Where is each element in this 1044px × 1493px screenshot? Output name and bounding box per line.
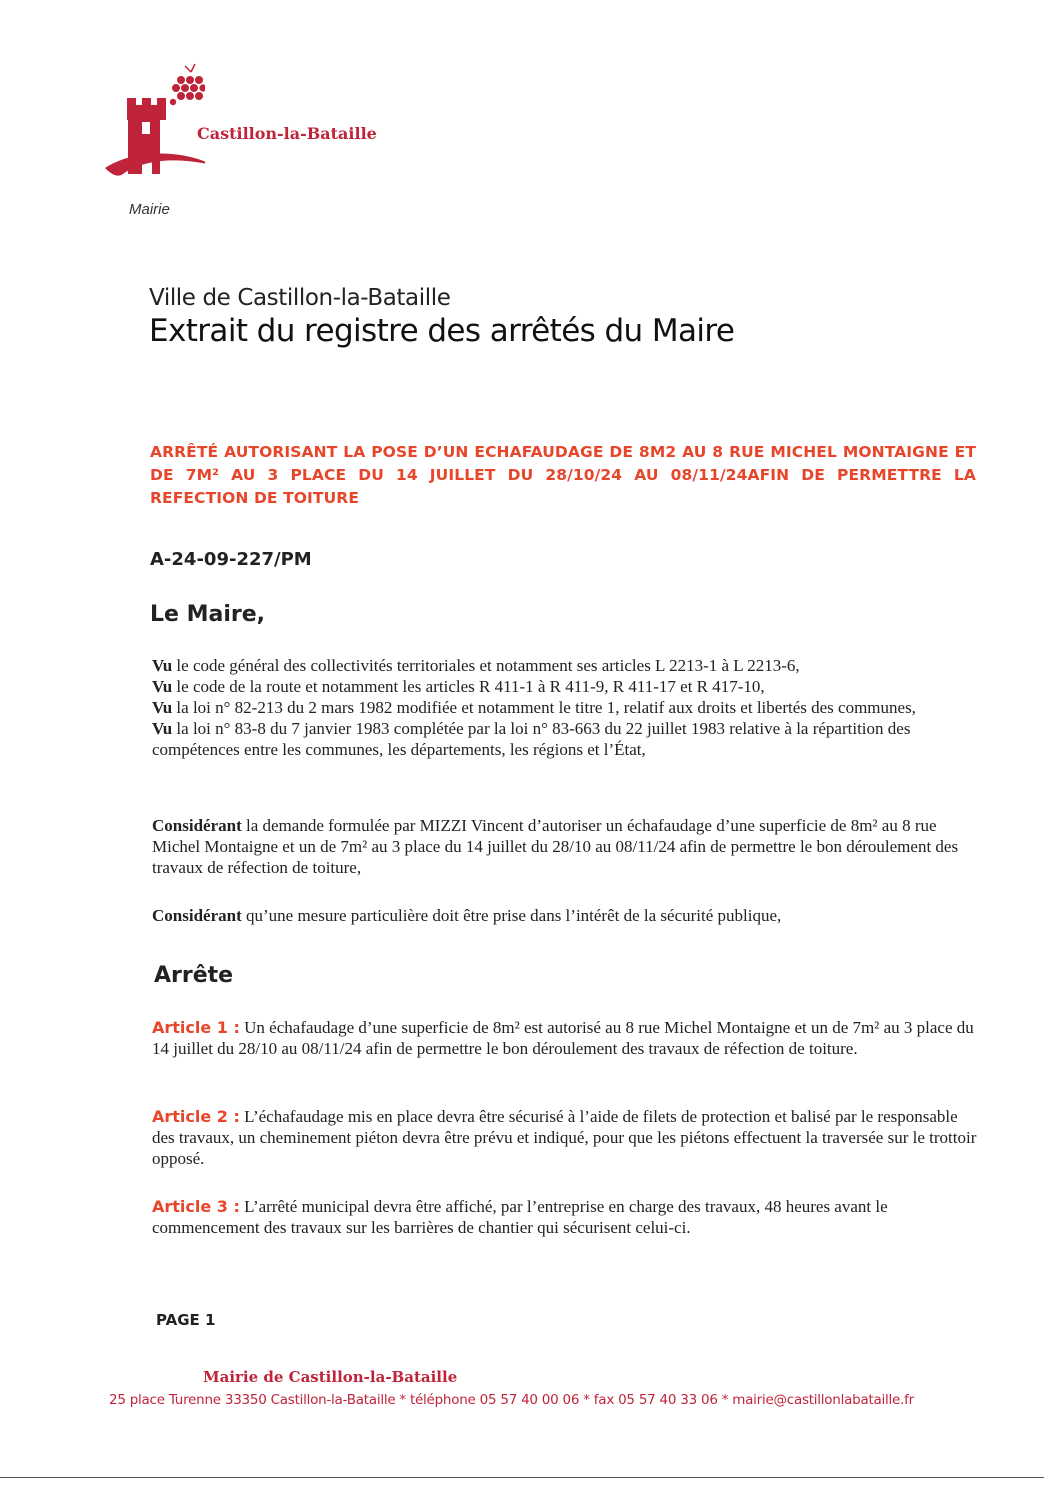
mairie-logo <box>105 62 425 222</box>
footer-address: 25 place Turenne 33350 Castillon-la-Bataille * téléphone 05 57 40 00 06 * fax 05 57 40 33 06 * mairie@castillonlabataille.fr <box>109 1392 914 1408</box>
logo-town-name: Castillon-la-Bataille <box>197 124 377 143</box>
visa-keyword: Vu <box>152 698 173 717</box>
logo-mairie-label: Mairie <box>129 201 170 218</box>
visa-keyword: Vu <box>152 677 173 696</box>
le-maire-heading: Le Maire, <box>150 602 266 627</box>
visa-text: la loi n° 83-8 du 7 janvier 1983 complétée par la loi n° 83-663 du 22 juillet 1983 relative à la répartition des compétences entre les communes, les départements, les régions et l’État, <box>152 719 911 759</box>
considerant-text: qu’une mesure particulière doit être prise dans l’intérêt de la sécurité publique, <box>241 906 782 925</box>
arrete-heading: ARRÊTÉ AUTORISANT LA POSE D’UN ECHAFAUDAGE DE 8M2 AU 8 RUE MICHEL MONTAIGNE ET DE 7M² AU 3 PLACE DU 14 JUILLET DU 28/10/24 AU 08/11/24AFIN DE PERMETTRE LA REFECTION DE TOITURE <box>150 443 976 507</box>
considerant-text: la demande formulée par MIZZI Vincent d’autoriser un échafaudage d’une superficie de 8m² au 8 rue Michel Montaigne et un de 7m² au 3 place du 14 juillet du 28/10 au 08/11/24 afin de permettre le bon déroulement des travaux de réfection de toiture, <box>152 816 959 877</box>
city-name: Ville de Castillon-la-Bataille <box>149 285 451 311</box>
visa-keyword: Vu <box>152 656 173 675</box>
visa-line <box>152 718 982 760</box>
article-1 <box>152 1017 982 1059</box>
visa-text: la loi n° 82-213 du 2 mars 1982 modifiée et notamment le titre 1, relatif aux droits et libertés des communes, <box>172 698 916 717</box>
considerant-keyword: Considérant <box>152 816 242 835</box>
article-2 <box>152 1106 982 1169</box>
article-text: L’arrêté municipal devra être affiché, par l’entreprise en charge des travaux, 48 heures avant le commencement des travaux sur les barrières de chantier qui sécurisent celui-ci. <box>152 1197 888 1237</box>
considerant-paragraph <box>152 815 982 878</box>
footer-org-name: Mairie de Castillon-la-Bataille <box>203 1368 458 1386</box>
page-number: PAGE 1 <box>156 1311 216 1329</box>
considerant-keyword: Considérant <box>152 906 242 925</box>
article-label: Article 3 : <box>152 1197 240 1216</box>
article-text: L’échafaudage mis en place devra être sécurisé à l’aide de filets de protection et balisé par le responsable des travaux, un cheminement piéton devra être prévu et indiqué, pour que les piétons effectuent la traversée sur le trottoir opposé. <box>152 1107 977 1168</box>
visa-text: le code général des collectivités territoriales et notamment ses articles L 2213-1 à L 2213-6, <box>172 656 800 675</box>
visa-line <box>152 655 982 676</box>
article-label: Article 2 : <box>152 1107 240 1126</box>
castle-grapes-logo-icon <box>105 62 205 202</box>
article-3 <box>152 1196 982 1238</box>
article-text: Un échafaudage d’une superficie de 8m² est autorisé au 8 rue Michel Montaigne et un de 7m² au 3 place du 14 juillet du 28/10 au 08/11/24 afin de permettre le bon déroulement des travaux de réfection de toiture. <box>152 1018 974 1058</box>
visa-line <box>152 676 982 697</box>
registry-title: Extrait du registre des arrêtés du Maire <box>149 313 735 349</box>
scan-edge-divider <box>0 1477 1044 1478</box>
visa-keyword: Vu <box>152 719 173 738</box>
considerant-paragraph <box>152 905 982 926</box>
visa-text: le code de la route et notamment les articles R 411-1 à R 411-9, R 411-17 et R 417-10, <box>172 677 765 696</box>
visas-block <box>152 655 982 760</box>
arrete-reference: A-24-09-227/PM <box>150 549 312 570</box>
article-label: Article 1 : <box>152 1018 240 1037</box>
visa-line <box>152 697 982 718</box>
arrete-section-heading: Arrête <box>154 963 234 988</box>
